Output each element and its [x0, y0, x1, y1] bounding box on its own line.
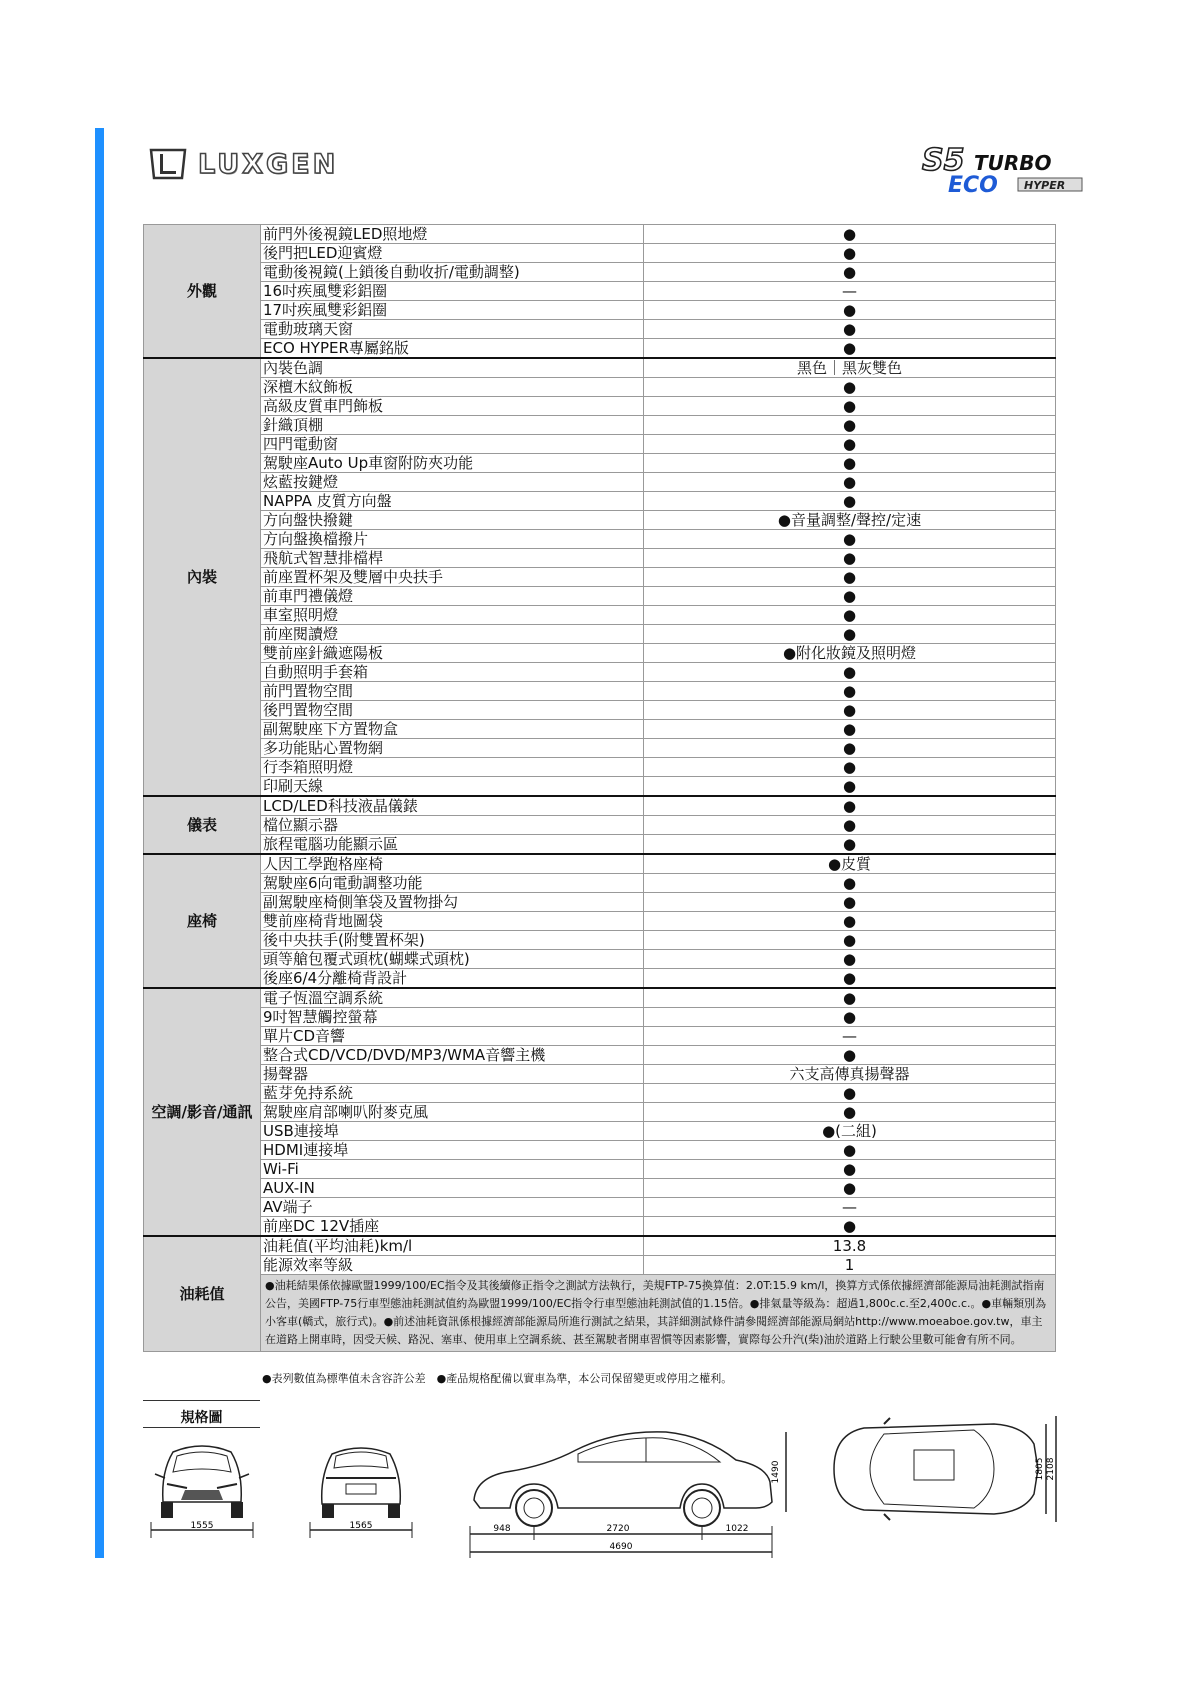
value-cell: ●	[644, 701, 1056, 720]
value-cell: ●	[644, 663, 1056, 682]
spec-row	[144, 301, 1056, 320]
value-cell: ●	[644, 835, 1056, 855]
value-cell: 六支高傳真揚聲器	[644, 1065, 1056, 1084]
spec-row	[144, 244, 1056, 263]
accent-bar	[95, 128, 104, 1558]
car-front-view	[143, 1432, 261, 1542]
value-cell: ●	[644, 587, 1056, 606]
spec-row	[144, 378, 1056, 397]
spec-row	[144, 931, 1056, 950]
rear-track-label: 1565	[349, 1521, 373, 1531]
item-cell: 前門外後視鏡LED照地燈	[261, 225, 644, 244]
spec-row	[144, 358, 1056, 378]
value-cell: ●	[644, 568, 1056, 587]
dimensions-title: 規格圖	[143, 1407, 260, 1428]
item-cell: 飛航式智慧排檔桿	[261, 549, 644, 568]
spec-row	[144, 320, 1056, 339]
spec-row	[144, 1256, 1056, 1275]
spec-row	[144, 606, 1056, 625]
item-cell: 副駕駛座椅側筆袋及置物掛勾	[261, 893, 644, 912]
height-label: 1490	[771, 1460, 781, 1484]
item-cell: 藍芽免持系統	[261, 1084, 644, 1103]
spec-row	[144, 625, 1056, 644]
value-cell: ●	[644, 530, 1056, 549]
item-cell: 後中央扶手(附雙置杯架)	[261, 931, 644, 950]
spec-row	[144, 874, 1056, 893]
spec-row	[144, 969, 1056, 989]
car-rear-view	[302, 1432, 420, 1542]
value-cell: ●	[644, 1160, 1056, 1179]
value-cell: ●	[644, 777, 1056, 797]
value-cell: ●	[644, 320, 1056, 339]
item-cell: 前座置杯架及雙層中央扶手	[261, 568, 644, 587]
spec-row	[144, 263, 1056, 282]
category-cell: 外觀	[144, 225, 261, 359]
brand-logo	[148, 142, 338, 186]
item-cell: 車室照明燈	[261, 606, 644, 625]
spec-row	[144, 339, 1056, 359]
item-cell: 四門電動窗	[261, 435, 644, 454]
value-cell: ●	[644, 549, 1056, 568]
item-cell: 9吋智慧觸控螢幕	[261, 1008, 644, 1027]
spec-row	[144, 701, 1056, 720]
value-cell: ●	[644, 682, 1056, 701]
item-cell: AV端子	[261, 1198, 644, 1217]
value-cell: ●	[644, 1084, 1056, 1103]
width-label: 1805	[1035, 1457, 1045, 1481]
item-cell: 17吋疾風雙彩鋁圈	[261, 301, 644, 320]
value-cell: ●	[644, 758, 1056, 777]
item-cell: 後門置物空間	[261, 701, 644, 720]
value-cell: ●	[644, 931, 1056, 950]
value-cell: ●	[644, 739, 1056, 758]
item-cell: 駕駛座肩部喇叭附麥克風	[261, 1103, 644, 1122]
spec-row	[144, 758, 1056, 777]
item-cell: 副駕駛座下方置物盒	[261, 720, 644, 739]
value-cell: ●	[644, 625, 1056, 644]
value-cell: ●	[644, 1217, 1056, 1237]
item-cell: 深檀木紋飾板	[261, 378, 644, 397]
item-cell: 前門置物空間	[261, 682, 644, 701]
spec-row	[144, 1084, 1056, 1103]
front-track-label: 1555	[190, 1521, 214, 1531]
spec-row	[144, 416, 1056, 435]
value-cell: 1	[644, 1256, 1056, 1275]
item-cell: 針織頂棚	[261, 416, 644, 435]
spec-row	[144, 777, 1056, 797]
value-cell: ●	[644, 263, 1056, 282]
spec-row	[144, 511, 1056, 530]
value-cell: ●	[644, 301, 1056, 320]
value-cell: ●	[644, 816, 1056, 835]
spec-row	[144, 282, 1056, 301]
spec-row	[144, 950, 1056, 969]
front-overhang-label: 948	[493, 1524, 511, 1534]
value-cell: ●	[644, 893, 1056, 912]
item-cell: 電子恆溫空調系統	[261, 988, 644, 1008]
spec-table-body	[144, 225, 1056, 1352]
category-cell: 儀表	[144, 796, 261, 854]
model-main-text: S5	[922, 143, 965, 178]
length-label: 4690	[609, 1542, 633, 1552]
spec-row	[144, 893, 1056, 912]
item-cell: 內裝色調	[261, 358, 644, 378]
model-turbo-text: TURBO	[974, 151, 1052, 175]
model-badge	[918, 140, 1088, 196]
width-mirrors-label: 2108	[1046, 1457, 1056, 1481]
item-cell: 揚聲器	[261, 1065, 644, 1084]
item-cell: 後門把LED迎賓燈	[261, 244, 644, 263]
spec-row	[144, 530, 1056, 549]
spec-row	[144, 435, 1056, 454]
spec-row	[144, 1141, 1056, 1160]
value-cell: ●	[644, 244, 1056, 263]
category-cell: 油耗值	[144, 1236, 261, 1352]
spec-row	[144, 1103, 1056, 1122]
spec-row	[144, 1236, 1056, 1256]
spec-row	[144, 644, 1056, 663]
spec-row	[144, 1027, 1056, 1046]
item-cell: NAPPA 皮質方向盤	[261, 492, 644, 511]
item-cell: 雙前座針織遮陽板	[261, 644, 644, 663]
item-cell: 前座DC 12V插座	[261, 1217, 644, 1237]
spec-row	[144, 473, 1056, 492]
spec-row	[144, 854, 1056, 874]
value-cell: ●	[644, 225, 1056, 244]
item-cell: ECO HYPER專屬銘版	[261, 339, 644, 359]
spec-row	[144, 1122, 1056, 1141]
value-cell: ●	[644, 416, 1056, 435]
spec-row	[144, 816, 1056, 835]
value-cell: ●音量調整/聲控/定速	[644, 511, 1056, 530]
value-cell: ●	[644, 950, 1056, 969]
value-cell: ●皮質	[644, 854, 1056, 874]
value-cell: 13.8	[644, 1236, 1056, 1256]
value-cell: ●	[644, 606, 1056, 625]
value-cell: ●	[644, 720, 1056, 739]
value-cell: ●	[644, 969, 1056, 989]
spec-row	[144, 568, 1056, 587]
category-cell: 座椅	[144, 854, 261, 988]
value-cell: ●	[644, 454, 1056, 473]
rear-overhang-label: 1022	[725, 1524, 749, 1534]
value-cell: ●	[644, 796, 1056, 816]
item-cell: 旅程電腦功能顯示區	[261, 835, 644, 855]
spec-row	[144, 1217, 1056, 1237]
item-cell: 方向盤換檔撥片	[261, 530, 644, 549]
car-side-view	[466, 1412, 796, 1562]
item-cell: LCD/LED科技液晶儀錶	[261, 796, 644, 816]
wheelbase-label: 2720	[606, 1524, 630, 1534]
car-top-view	[824, 1414, 1060, 1524]
value-cell: ●(二組)	[644, 1122, 1056, 1141]
fuel-note: ●油耗結果係依據歐盟1999/100/EC指令及其後續修正指令之測試方法執行，美規FTP-75換算值：2.0T:15.9 km/l，換算方式係依據經濟部能源局油耗測試指南公告，美國FTP-75行車型態油耗測試值約為歐盟1999/100/EC指令行車型態油耗測試值的1.15倍。●排氣量等級為：超過1,800c.c.至2,400c.c.。●車輛類別為小客車(轎式，旅行式)。●前述油耗資訊係根據經濟部能源局所進行測試之結果，其詳細測試條件請參閱經濟部能源局網站http://www.moeaboe.gov.tw，車主在道路上開車時，因受天候、路況、塞車、使用車上空調系統、甚至駕駛者開車習慣等因素影響，實際每公升汽(柴)油於道路上行駛公里數可能會有所不同。	[261, 1275, 1056, 1352]
divider	[143, 1400, 260, 1401]
item-cell: 炫藍按鍵燈	[261, 473, 644, 492]
value-cell: ●	[644, 339, 1056, 359]
value-cell: ●	[644, 1179, 1056, 1198]
item-cell: 駕駛座6向電動調整功能	[261, 874, 644, 893]
item-cell: 單片CD音響	[261, 1027, 644, 1046]
spec-row	[144, 988, 1056, 1008]
item-cell: 印刷天線	[261, 777, 644, 797]
spec-row	[144, 1198, 1056, 1217]
value-cell: ●	[644, 473, 1056, 492]
luxgen-emblem-icon	[148, 146, 188, 182]
spec-row	[144, 454, 1056, 473]
value-cell: ●	[644, 1046, 1056, 1065]
item-cell: 前車門禮儀燈	[261, 587, 644, 606]
item-cell: 16吋疾風雙彩鋁圈	[261, 282, 644, 301]
value-cell: ●	[644, 874, 1056, 893]
item-cell: 整合式CD/VCD/DVD/MP3/WMA音響主機	[261, 1046, 644, 1065]
spec-table	[143, 224, 1056, 1352]
value-cell: ●	[644, 1103, 1056, 1122]
item-cell: USB連接埠	[261, 1122, 644, 1141]
spec-row	[144, 549, 1056, 568]
value-cell: ●	[644, 988, 1056, 1008]
item-cell: 電動玻璃天窗	[261, 320, 644, 339]
item-cell: 後座6/4分離椅背設計	[261, 969, 644, 989]
item-cell: HDMI連接埠	[261, 1141, 644, 1160]
value-cell: —	[644, 1198, 1056, 1217]
item-cell: 行李箱照明燈	[261, 758, 644, 777]
value-cell: ●附化妝鏡及照明燈	[644, 644, 1056, 663]
category-cell: 內裝	[144, 358, 261, 796]
spec-row	[144, 1160, 1056, 1179]
item-cell: 高級皮質車門飾板	[261, 397, 644, 416]
value-cell: ●	[644, 492, 1056, 511]
spec-row	[144, 739, 1056, 758]
item-cell: AUX-IN	[261, 1179, 644, 1198]
item-cell: Wi-Fi	[261, 1160, 644, 1179]
value-cell: ●	[644, 1141, 1056, 1160]
spec-row	[144, 397, 1056, 416]
brand-wordmark: LUXGEN	[198, 148, 339, 180]
fuel-note-row	[144, 1275, 1056, 1352]
spec-row	[144, 1046, 1056, 1065]
item-cell: 駕駛座Auto Up車窗附防夾功能	[261, 454, 644, 473]
spec-row	[144, 1065, 1056, 1084]
spec-row	[144, 225, 1056, 244]
category-cell: 空調/影音/通訊	[144, 988, 261, 1236]
spec-row	[144, 796, 1056, 816]
item-cell: 能源效率等級	[261, 1256, 644, 1275]
item-cell: 人因工學跑格座椅	[261, 854, 644, 874]
item-cell: 電動後視鏡(上鎖後自動收折/電動調整)	[261, 263, 644, 282]
spec-row	[144, 492, 1056, 511]
item-cell: 頭等艙包覆式頭枕(蝴蝶式頭枕)	[261, 950, 644, 969]
item-cell: 油耗值(平均油耗)km/l	[261, 1236, 644, 1256]
disclaimer-note: ●表列數值為標準值未含容許公差 ●產品規格配備以實車為準，本公司保留變更或停用之權利。	[262, 1372, 733, 1385]
value-cell: ●	[644, 397, 1056, 416]
spec-row	[144, 912, 1056, 931]
value-cell: 黑色｜黑灰雙色	[644, 358, 1056, 378]
item-cell: 方向盤快撥鍵	[261, 511, 644, 530]
value-cell: ●	[644, 435, 1056, 454]
item-cell: 檔位顯示器	[261, 816, 644, 835]
value-cell: ●	[644, 912, 1056, 931]
item-cell: 前座閱讀燈	[261, 625, 644, 644]
item-cell: 自動照明手套箱	[261, 663, 644, 682]
value-cell: —	[644, 1027, 1056, 1046]
spec-row	[144, 835, 1056, 855]
model-hyper-text: HYPER	[1024, 179, 1066, 192]
spec-row	[144, 1008, 1056, 1027]
spec-row	[144, 720, 1056, 739]
spec-row	[144, 1179, 1056, 1198]
spec-row	[144, 682, 1056, 701]
spec-row	[144, 587, 1056, 606]
item-cell: 多功能貼心置物網	[261, 739, 644, 758]
value-cell: —	[644, 282, 1056, 301]
value-cell: ●	[644, 378, 1056, 397]
model-eco-text: ECO	[948, 173, 998, 196]
value-cell: ●	[644, 1008, 1056, 1027]
item-cell: 雙前座椅背地圖袋	[261, 912, 644, 931]
spec-row	[144, 663, 1056, 682]
